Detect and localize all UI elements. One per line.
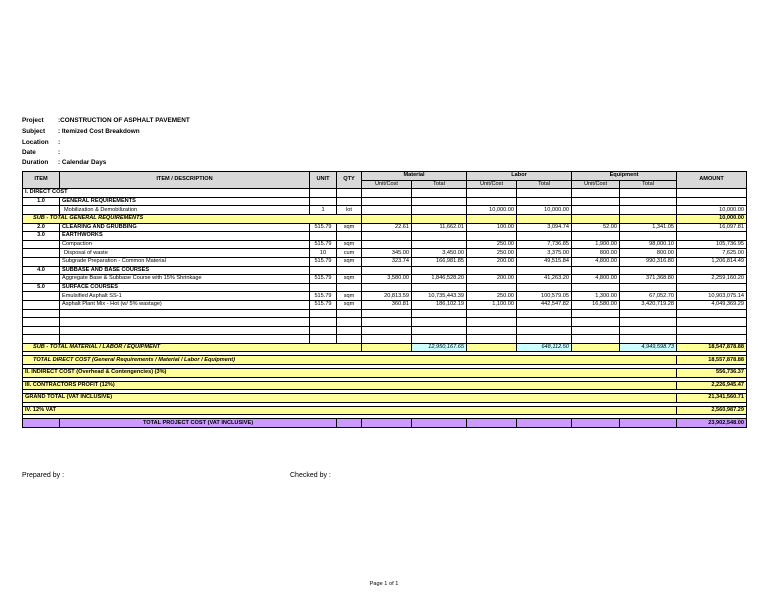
table-row-empty xyxy=(23,335,747,344)
contractors-profit-row: III. CONTRACTORS PROFIT (12%) 2,226,945.47 xyxy=(23,381,747,390)
vat-row: IV. 12% VAT 2,560,987.29 xyxy=(23,406,747,415)
date-line: Date : xyxy=(22,149,61,156)
subject-line: Subject : Itemized Cost Breakdown xyxy=(22,128,140,135)
col-equipment: Equipment xyxy=(572,172,677,181)
table-row: Subgrade Preparation - Common Material 515.79 sqm 323.74 166,981.85 200.00 49,515.84 4,800.00 990,316.80 1,206,814.49 xyxy=(23,257,747,266)
table-row: Mobilization & Demobilization 1 lot 10,000.00 10,000.00 10,000.00 xyxy=(23,206,747,215)
page-number: Page 1 of 1 xyxy=(369,581,399,587)
col-item: ITEM xyxy=(23,172,60,189)
col-amount: AMOUNT xyxy=(677,172,747,189)
col-unit: UNIT xyxy=(310,172,337,189)
prepared-by: Prepared by : xyxy=(22,472,65,479)
table-row: I. DIRECT COST xyxy=(23,189,747,198)
subtotal-mle-row: SUB - TOTAL MATERIAL / LABOR / EQUIPMENT 12,950,167.65 648,112.50 4,949,598.73 18,547,878.88 xyxy=(23,343,747,352)
col-eq-total: Total xyxy=(620,180,677,189)
table-row: Compaction 515.79 sqm 250.00 7,736.85 1,900.00 98,000.10 105,736.95 xyxy=(23,240,747,249)
table-row: 1.0 GENERAL REQUIREMENTS xyxy=(23,197,747,206)
col-eq-unitcost: Unit/Cost xyxy=(572,180,620,189)
location-line: Location : xyxy=(22,139,61,146)
table-row: Emulsified Asphalt SS-1 515.79 sqm 20,813.59 10,735,443.39 250.00 100,579.05 1,300.00 67,052.70 10,903,075.14 xyxy=(23,292,747,301)
duration-line: Duration : Calendar Days xyxy=(22,159,107,166)
grand-total-row: GRAND TOTAL (VAT INCLUSIVE) 21,341,560.71 xyxy=(23,394,747,403)
checked-by: Checked by : xyxy=(290,472,331,479)
table-row: 4.0 SUBBASE AND BASE COURSES xyxy=(23,266,747,275)
col-lab-unitcost: Unit/Cost xyxy=(467,180,517,189)
col-mat-total: Total xyxy=(412,180,467,189)
col-desc: ITEM / DESCRIPTION xyxy=(60,172,310,189)
col-labor: Labor xyxy=(467,172,572,181)
col-qty: QTY xyxy=(337,172,362,189)
table-header-row xyxy=(23,172,747,181)
total-direct-cost-row: TOTAL DIRECT COST (General Requirements / Material / Labor / Equipment) 18,557,878.88 xyxy=(23,356,747,365)
col-mat-unitcost: Unit/Cost xyxy=(362,180,412,189)
table-row-empty xyxy=(23,326,747,335)
col-lab-total: Total xyxy=(517,180,572,189)
table-row: 5.0 SURFACE COURSES xyxy=(23,283,747,292)
cost-breakdown-table xyxy=(22,171,747,428)
table-row: 3.0 EARTHWORKS xyxy=(23,232,747,241)
col-material: Material xyxy=(362,172,467,181)
indirect-cost-row: II. INDIRECT COST (Overhead & Contengencies) (3%) 556,736.37 xyxy=(23,369,747,378)
total-project-cost-row: TOTAL PROJECT COST (VAT INCLUSIVE) 23,902,548.00 xyxy=(23,419,747,428)
table-row: Aggregate Base & Subbase Course with 15% Shrinkage 515.79 sqm 3,580.00 1,846,528.20 200.00 41,263.20 4,800.00 371,368.80 2,259,160.20 xyxy=(23,275,747,284)
table-row: Disposal of waste 10 cum 345.00 3,450.00 250.00 3,375.00 800.00 800.00 7,625.00 xyxy=(23,249,747,258)
table-row: 2.0 CLEARING AND GRUBBING 515.79 sqm 22.61 11,662.01 100.00 3,094.74 52.00 1,341.05 16,097.81 xyxy=(23,223,747,232)
project-line: Project :CONSTRUCTION OF ASPHALT PAVEMENT xyxy=(22,117,190,124)
table-row: SUB - TOTAL GENERAL REQUIREMENTS 10,000.00 xyxy=(23,214,747,223)
table-row-empty xyxy=(23,318,747,327)
table-row: Asphalt Plant Mix - Hot (w/ 5% wastage) 515.79 sqm 360.81 186,102.19 1,100.00 442,547.82 16,580.00 3,420,719.28 4,049,369.29 xyxy=(23,300,747,309)
table-row-empty xyxy=(23,309,747,318)
